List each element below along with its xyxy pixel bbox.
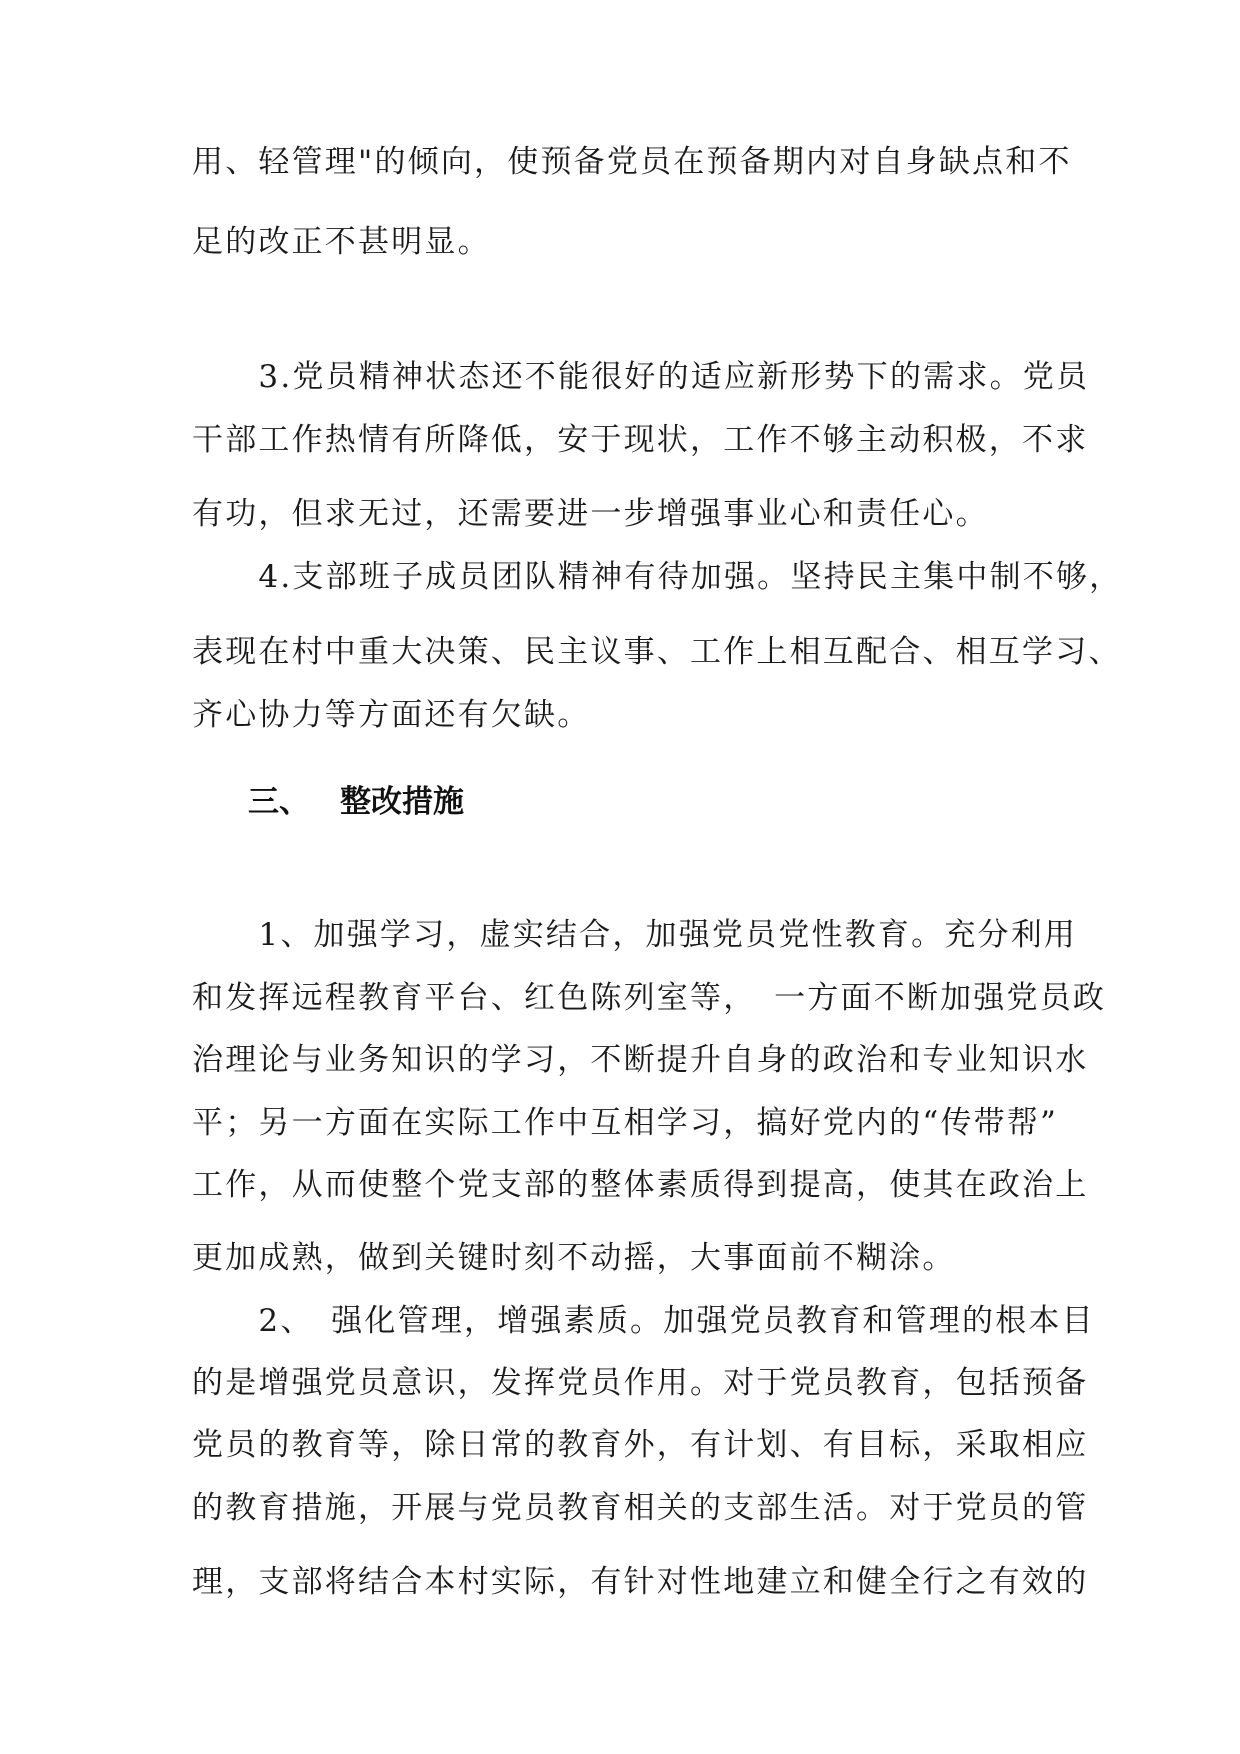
text-line: 齐心协力等方面还有欠缺。 [192, 697, 591, 733]
text-line: 工作，从而使整个党支部的整体素质得到提高，使其在政治上 [192, 1167, 1089, 1203]
text-line: 理，支部将结合本村实际，有针对性地建立和健全行之有效的 [192, 1564, 1089, 1600]
section-heading [248, 782, 848, 822]
text-line: 3.党员精神状态还不能很好的适应新形势下的需求。党员 [192, 359, 1090, 395]
text-line: 1、加强学习，虚实结合，加强党员党性教育。充分利用 [192, 917, 1078, 953]
text-line: 更加成熟，做到关键时刻不动摇，大事面前不糊涂。 [192, 1240, 956, 1276]
text-line: 和发挥远程教育平台、红色陈列室等， 一方面不断加强党员政 [192, 980, 1107, 1016]
text-line: 的是增强党员意识，发挥党员作用。对于党员教育，包括预备 [192, 1365, 1089, 1401]
text-line: 干部工作热情有所降低，安于现状，工作不够主动积极，不求 [192, 422, 1089, 458]
text-line: 足的改正不甚明显。 [192, 224, 491, 260]
text-line: 党员的教育等，除日常的教育外，有计划、有目标，采取相应 [192, 1427, 1089, 1463]
text-line: 平；另一方面在实际工作中互相学习，搞好党内的“传带帮” [192, 1105, 1059, 1141]
section-title: 整改措施 [340, 784, 464, 820]
text-line: 表现在村中重大决策、民主议事、工作上相互配合、相互学习、 [192, 634, 1122, 670]
text-line: 2、 强化管理，增强素质。加强党员教育和管理的根本目 [192, 1303, 1095, 1339]
text-line: 4.支部班子成员团队精神有待加强。坚持民主集中制不够， [192, 559, 1123, 595]
text-line: 的教育措施，开展与党员教育相关的支部生活。对于党员的管 [192, 1490, 1089, 1526]
text-line: 治理论与业务知识的学习，不断提升自身的政治和专业知识水 [192, 1042, 1089, 1078]
text-line: 用、轻管理"的倾向，使预备党员在预备期内对自身缺点和不 [192, 144, 1072, 180]
section-number: 三、 [248, 784, 310, 820]
text-line: 有功，但求无过，还需要进一步增强事业心和责任心。 [192, 496, 989, 532]
